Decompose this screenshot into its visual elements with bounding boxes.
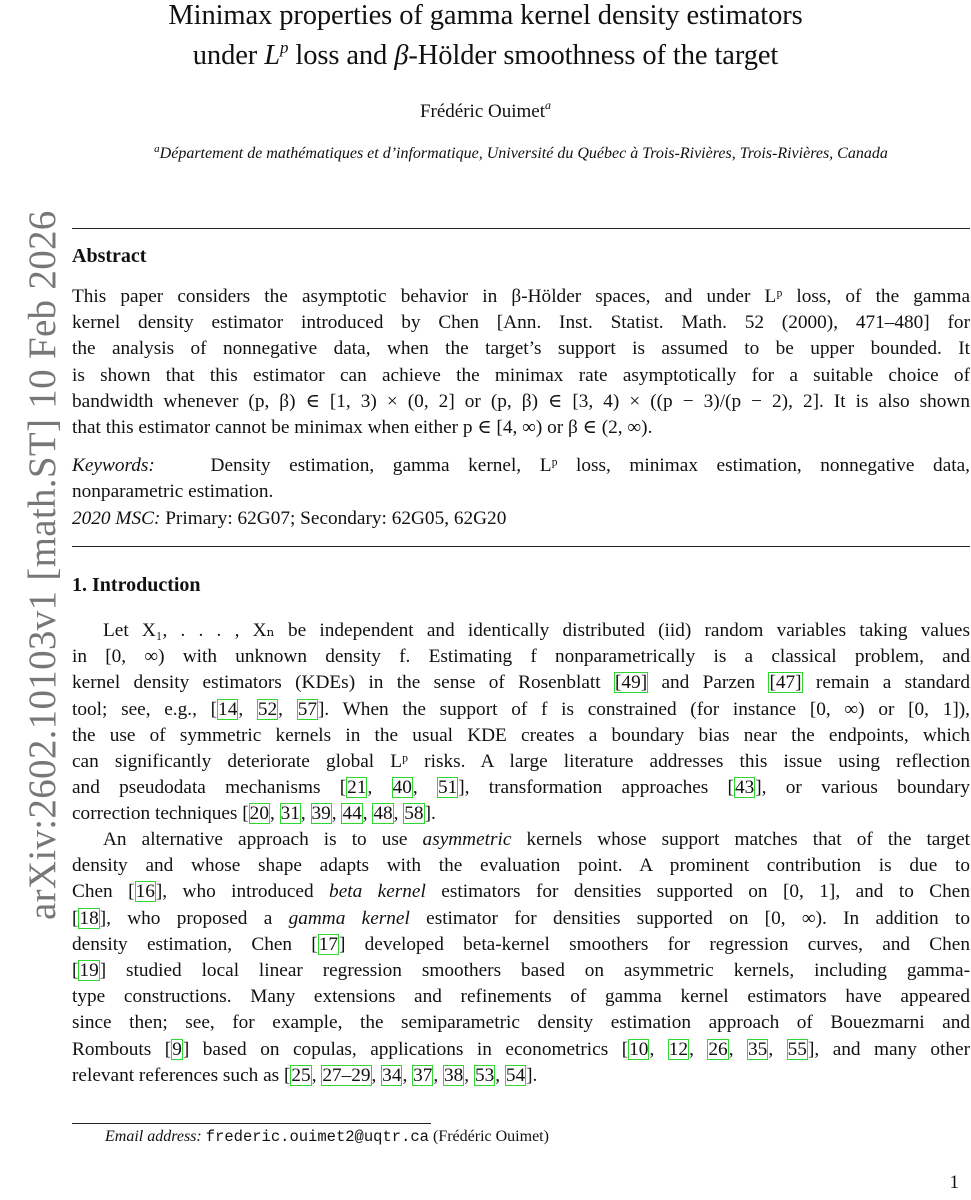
- citation-link[interactable]: 27–29: [322, 1064, 371, 1086]
- citation-link[interactable]: 10: [629, 1038, 649, 1060]
- citation-link[interactable]: 48: [373, 803, 393, 825]
- abstract-text: This paper considers the asymptotic behavior in β-Hölder spaces, and under Lᵖ loss, of the gamma kernel density estimator introduced by Chen [Ann. Inst. Statist. Math. 52 (2000), 471–480] for the analysis of nonnegative data, when the target’s support is assumed to be upper bounded. It is shown that this estimator can achieve the minimax rate asymptotically for a suitable choice of bandwidth whenever (p, β) ∈ [1, 3) × (0, 2] or (p, β) ∈ [3, 4) × ((p − 3)/(p − 2), 2]. It is also shown that this estimator cannot be minimax when either p ∈ [4, ∞) or β ∈ (2, ∞).: [72, 286, 970, 439]
- citation-link[interactable]: 40: [392, 777, 412, 799]
- citation-link[interactable]: 25: [291, 1064, 311, 1086]
- author: Frédéric Ouimet$^a$: [419, 98, 552, 122]
- page-number: 1: [949, 1172, 959, 1193]
- title-line-2: under $L^p$ loss and β-Hölder smoothness of the target: [192, 38, 779, 71]
- footnote-rule: [72, 1123, 431, 1124]
- citation-link[interactable]: [49]: [615, 672, 648, 694]
- citation-link[interactable]: 18: [79, 907, 99, 929]
- citation-link[interactable]: 37: [413, 1064, 433, 1086]
- citation-link[interactable]: [47]: [769, 672, 802, 694]
- keywords: Keywords: Density estimation, gamma kernel, Lᵖ loss, minimax estimation, nonnegative data, nonparametric estimation.: [72, 455, 970, 503]
- citation-link[interactable]: 35: [748, 1038, 768, 1060]
- citation-link[interactable]: 12: [668, 1038, 689, 1060]
- citation-link[interactable]: 31: [280, 803, 300, 825]
- email-link[interactable]: frederic.ouimet2@uqtr.ca: [205, 1128, 429, 1146]
- citation-link[interactable]: 26: [708, 1038, 728, 1060]
- citation-link[interactable]: 16: [135, 881, 155, 903]
- citation-link[interactable]: 55: [787, 1038, 807, 1060]
- title-line-1: Minimax properties of gamma kernel density estimators: [168, 0, 803, 31]
- citation-link[interactable]: 52: [257, 698, 278, 720]
- abstract-bottom-rule: [72, 546, 970, 547]
- top-rule: [72, 228, 970, 229]
- citation-link[interactable]: 38: [444, 1064, 464, 1086]
- citation-link[interactable]: 44: [342, 803, 362, 825]
- citation-link[interactable]: 43: [734, 777, 755, 799]
- citation-link[interactable]: 14: [218, 698, 238, 720]
- citation-link[interactable]: 21: [347, 777, 367, 799]
- abstract-heading: Abstract: [72, 245, 147, 267]
- citation-link[interactable]: 58: [404, 803, 424, 825]
- citation-link[interactable]: 20: [249, 803, 269, 825]
- intro-paragraph-1: Let X₁, . . . , Xₙ be independent and identically distributed (iid) random variables taking values in [0, ∞) with unknown density f. Estimating f nonparametrically is a classical problem, and kernel density estimators (KDEs) in the sense of Rosenblatt [49] and Parzen [47] remain a standard tool; see, e.g., [14, 52, 57]. When the support of f is constrained (for instance [0, ∞) or [0, 1]), the use of symmetric kernels in the usual KDE creates a boundary bias near the endpoints, which can significantly deteriorate global Lᵖ risks. A large literature addresses this issue using reflection and pseudodata mechanisms [21, 40, 51], transformation approaches [43], or various boundary correction techniques [20, 31, 39, 44, 48, 58].: [72, 620, 971, 825]
- paper-title: [40, 0, 931, 76]
- citation-link[interactable]: 34: [382, 1064, 402, 1086]
- citation-link[interactable]: 19: [79, 960, 99, 982]
- citation-link[interactable]: 54: [505, 1064, 526, 1086]
- arxiv-identifier: arXiv:2602.10103v1 [math.ST] 10 Feb 2026: [21, 210, 64, 920]
- citation-link[interactable]: 57: [297, 698, 317, 720]
- intro-paragraph-2: An alternative approach is to use asymmetric kernels whose support matches that of the target density and whose shape adapts with the evaluation point. A prominent contribution is due to Chen [16], who introduced beta kernel estimators for densities supported on [0, 1], and to Chen [18], who proposed a gamma kernel estimator for densities supported on [0, ∞). In addition to density estimation, Chen [17] developed beta-kernel smoothers for regression curves, and Chen [19] studied local linear regression smoothers based on asymmetric kernels, including gamma- type constructions. Many extensions and refinements of gamma kernel estimators have appeared since then; see, for example, the semiparametric density estimation approach of Bouezmarni and Rombouts [9] based on copulas, applications in econometrics [10, 12, 26, 35, 55], and many other relevant references such as [25, 27–29, 34, 37, 38, 53, 54].: [72, 829, 971, 1086]
- affiliation: $^a$Département de mathématiques et d’informatique, Université du Québec à Trois-Rivières, Trois-Rivières, Canada: [154, 143, 888, 162]
- citation-link[interactable]: 53: [474, 1064, 495, 1086]
- citation-link[interactable]: 51: [437, 777, 458, 799]
- citation-link[interactable]: 17: [318, 933, 338, 955]
- section-heading-introduction: 1. Introduction: [72, 574, 201, 596]
- citation-link[interactable]: 9: [172, 1038, 182, 1060]
- msc-codes: 2020 MSC: Primary: 62G07; Secondary: 62G05, 62G20: [72, 508, 507, 529]
- citation-link[interactable]: 39: [311, 803, 331, 825]
- footnote: Email address: frederic.ouimet2@uqtr.ca (Frédéric Ouimet): [105, 1128, 549, 1146]
